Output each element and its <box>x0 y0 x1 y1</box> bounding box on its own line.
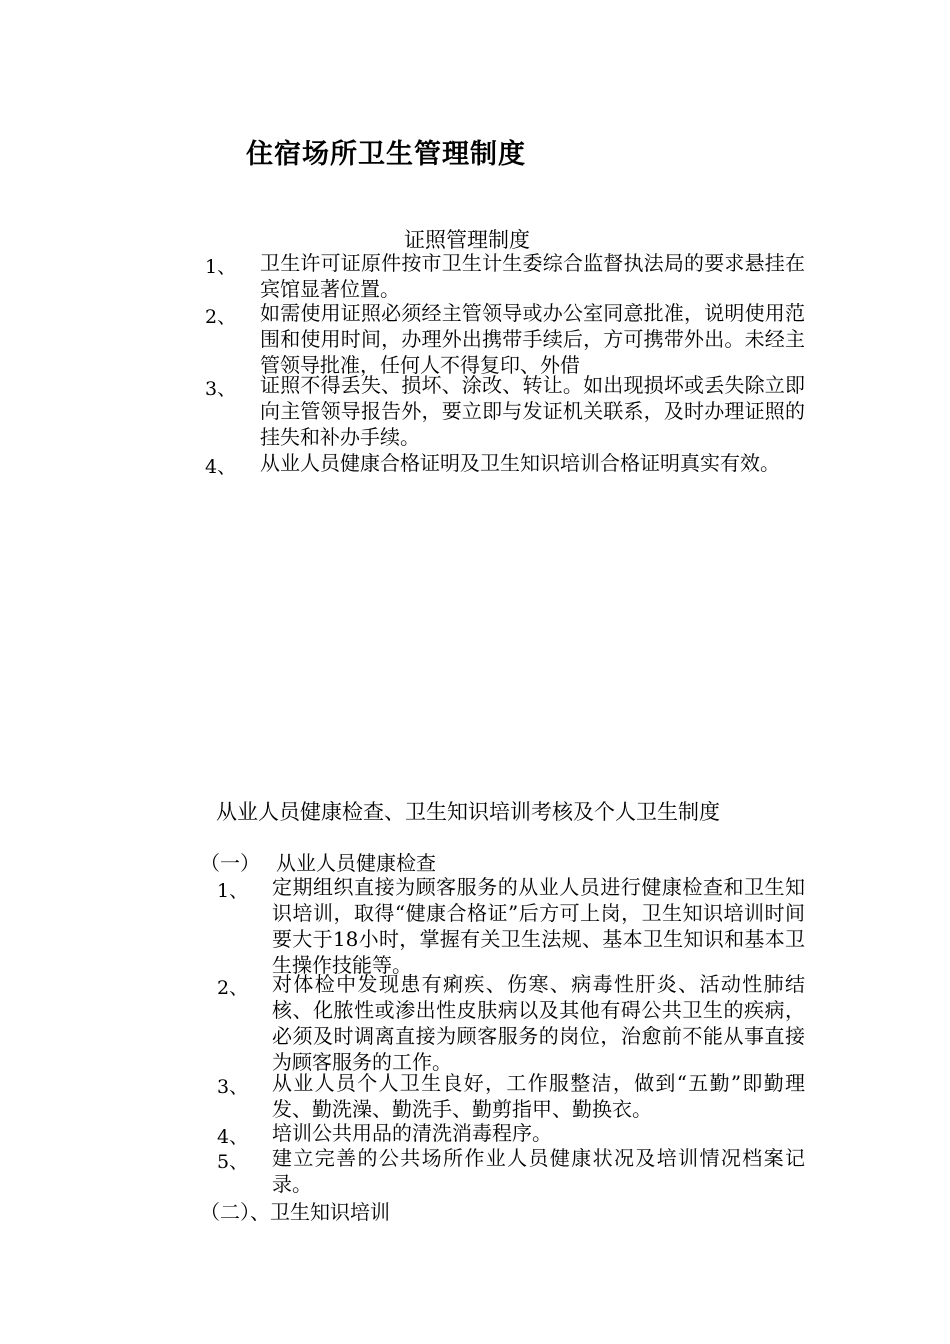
list-item-text: 从业人员健康合格证明及卫生知识培训合格证明真实有效。 <box>260 451 780 475</box>
list-item-text: 建立完善的公共场所作业人员健康状况及培训情况档案记录。 <box>272 1146 805 1196</box>
list-item-number: 3、 <box>205 378 237 400</box>
list-item-number: 4、 <box>217 1126 249 1148</box>
list-item-number: 5、 <box>217 1151 249 1173</box>
list-item-text: 对体检中发现患有痢疾、伤寒、病毒性肝炎、活动性肺结核、化脓性或渗出性皮肤病以及其他有碍公共卫生的疾病，必须及时调离直接为顾客服务的岗位，治愈前不能从事直接为顾客服务的工作。 <box>272 972 805 1074</box>
list-item-text: 如需使用证照必须经主管领导或办公室同意批准，说明使用范围和使用时间，办理外出携带手续后，方可携带外出。未经主管领导批准，任何人不得复印、外借 <box>260 301 805 377</box>
list-item-text: 定期组织直接为顾客服务的从业人员进行健康检查和卫生知识培训，取得“健康合格证”后方可上岗，卫生知识培训时间要大于18小时，掌握有关卫生法规、基本卫生知识和基本卫生操作技能等。 <box>272 875 805 977</box>
section-title-health: 从业人员健康检查、卫生知识培训考核及个人卫生制度 <box>216 800 720 824</box>
list-item-text: 培训公共用品的清洗消毒程序。 <box>272 1121 552 1145</box>
document-title: 住宿场所卫生管理制度 <box>246 139 526 170</box>
list-item-number: 3、 <box>217 1076 249 1098</box>
list-item-text: 卫生许可证原件按市卫生计生委综合监督执法局的要求悬挂在宾馆显著位置。 <box>260 251 805 301</box>
section-title-license: 证照管理制度 <box>404 228 530 252</box>
list-item-text: 证照不得丢失、损坏、涂改、转让。如出现损坏或丢失除立即向主管领导报告外，要立即与发证机关联系，及时办理证照的挂失和补办手续。 <box>260 373 805 449</box>
subsection-title-health-check: 从业人员健康检查 <box>276 851 436 875</box>
subsection-label: （一） <box>200 851 260 875</box>
list-item-number: 1、 <box>205 256 237 278</box>
list-item-number: 2、 <box>217 977 249 999</box>
list-item-text: 从业人员个人卫生良好，工作服整洁，做到“五勤”即勤理发、勤洗澡、勤洗手、勤剪指甲、勤换衣。 <box>272 1071 805 1121</box>
subsection-title-training: （二）、卫生知识培训 <box>200 1200 390 1224</box>
list-item-number: 1、 <box>217 880 249 902</box>
list-item-number: 4、 <box>205 456 237 478</box>
list-item-number: 2、 <box>205 306 237 328</box>
